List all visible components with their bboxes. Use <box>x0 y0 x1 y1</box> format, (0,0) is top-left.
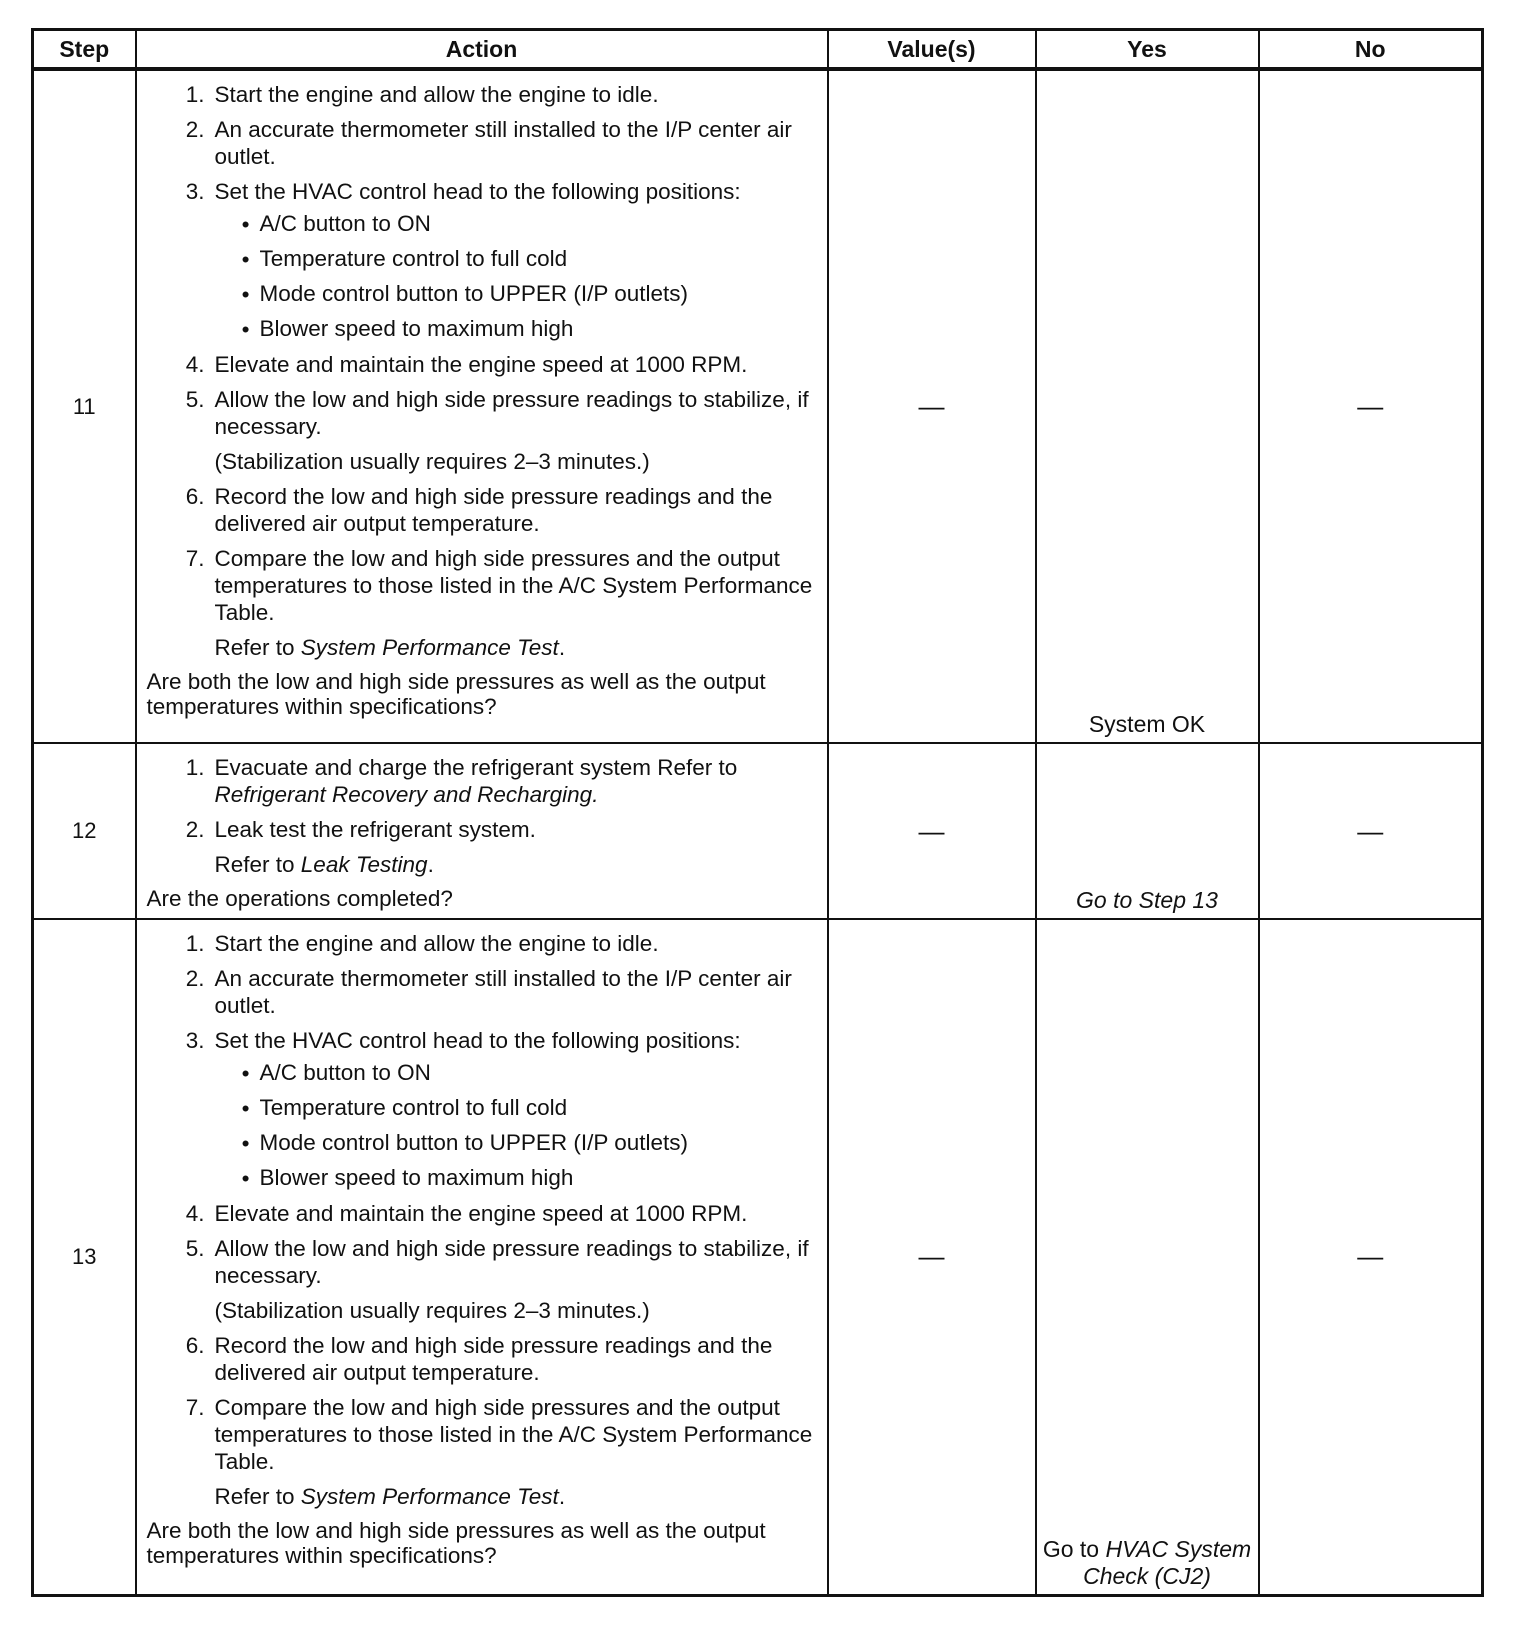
step-item-text: Record the low and high side pressure readings and the delivered air output temperature. <box>214 1333 773 1385</box>
no-cell: — <box>1259 743 1483 919</box>
bullet-text: Blower speed to maximum high <box>259 1165 574 1190</box>
table-row-step-11 <box>33 69 1483 743</box>
yes-prefix: Go to <box>1042 1535 1106 1562</box>
step-item-text: Record the low and high side pressure readings and the delivered air output temperature. <box>214 484 773 536</box>
step-item-number: 2. <box>185 966 205 991</box>
header-no: No <box>1259 30 1483 70</box>
step-item-text: Elevate and maintain the engine speed at 1000 RPM. <box>214 1201 748 1226</box>
bullet-icon: • <box>241 1096 250 1121</box>
step-item-text: Allow the low and high side pressure readings to stabilize, if necessary. <box>214 1236 809 1288</box>
reference-line <box>147 851 819 878</box>
step-question: Are the operations completed? <box>146 886 453 911</box>
yes-cell <box>1036 743 1259 919</box>
diagnostic-table <box>31 28 1484 1597</box>
step-number: 13 <box>33 919 136 1595</box>
table-row-step-13 <box>33 919 1483 1595</box>
step-item-text: Compare the low and high side pressures and the output temperatures to those listed in the A/C System Performance Table. <box>214 1395 813 1474</box>
value-cell: — <box>828 919 1036 1595</box>
no-cell: — <box>1259 919 1483 1595</box>
step-item-text-plain: Evacuate and charge the refrigerant system Refer to <box>214 755 738 780</box>
step-number: 12 <box>33 743 136 919</box>
reference-line <box>147 1483 819 1510</box>
step-item-text: Compare the low and high side pressures and the output temperatures to those listed in the A/C System Performance Table. <box>214 546 813 625</box>
step-number: 11 <box>33 69 136 743</box>
reference-link[interactable]: System Performance Test <box>300 635 559 660</box>
step-item-number: 6. <box>185 1333 205 1358</box>
step-item-text: Set the HVAC control head to the following positions: <box>214 1028 741 1053</box>
no-cell: — <box>1259 69 1483 743</box>
bullet-text: Temperature control to full cold <box>259 246 568 271</box>
step-item-text: Leak test the refrigerant system. <box>214 817 536 842</box>
step-question: Are both the low and high side pressures as well as the output temperatures within specifications? <box>146 1518 766 1568</box>
yes-cell: System OK <box>1036 69 1259 743</box>
step-item-number: 5. <box>185 387 205 412</box>
stabilization-note: (Stabilization usually requires 2–3 minutes.) <box>214 449 650 474</box>
reference-prefix: Refer to <box>214 852 301 877</box>
bullet-icon: • <box>241 1061 250 1086</box>
bullet-icon: • <box>241 247 250 272</box>
step-item-number: 1. <box>185 755 205 780</box>
step-item-number: 7. <box>185 1395 205 1420</box>
table-row-step-12 <box>33 743 1483 919</box>
reference-suffix: . <box>558 1484 566 1509</box>
step-item-text: Allow the low and high side pressure readings to stabilize, if necessary. <box>214 387 809 439</box>
step-item-number: 2. <box>185 817 205 842</box>
bullet-text: A/C button to ON <box>259 1060 431 1085</box>
header-action: Action <box>136 30 828 70</box>
step-item-text: An accurate thermometer still installed to the I/P center air outlet. <box>214 966 792 1018</box>
step-item-text: Elevate and maintain the engine speed at 1000 RPM. <box>214 352 748 377</box>
bullet-icon: • <box>241 1131 250 1156</box>
table-header-row <box>33 30 1483 70</box>
header-values: Value(s) <box>828 30 1036 70</box>
reference-prefix: Refer to <box>214 635 301 660</box>
header-yes: Yes <box>1036 30 1259 70</box>
reference-link[interactable]: System Performance Test <box>300 1484 559 1509</box>
bullet-icon: • <box>241 212 250 237</box>
action-cell <box>136 919 828 1595</box>
yes-cell <box>1036 919 1259 1595</box>
reference-suffix: . <box>558 635 566 660</box>
step-item-number: 1. <box>185 82 205 107</box>
go-to-step-link[interactable]: Go to Step 13 <box>1076 887 1218 913</box>
bullet-text: Mode control button to UPPER (I/P outlets) <box>259 281 689 306</box>
action-cell <box>136 743 828 919</box>
step-item-number: 4. <box>185 1201 205 1226</box>
bullet-text: Blower speed to maximum high <box>259 316 574 341</box>
stabilization-note: (Stabilization usually requires 2–3 minutes.) <box>214 1298 650 1323</box>
header-step: Step <box>33 30 136 70</box>
step-item-number: 3. <box>185 179 205 204</box>
hvac-system-check-link[interactable]: HVAC System Check (CJ2) <box>1083 1535 1252 1589</box>
value-cell: — <box>828 69 1036 743</box>
step-item-number: 2. <box>185 117 205 142</box>
reference-link[interactable]: Leak Testing <box>300 852 428 877</box>
bullet-icon: • <box>241 282 250 307</box>
step-item-number: 5. <box>185 1236 205 1261</box>
step-item-number: 1. <box>185 931 205 956</box>
step-item-text <box>215 754 819 808</box>
step-item-number: 6. <box>185 484 205 509</box>
step-item-number: 4. <box>185 352 205 377</box>
reference-suffix: . <box>427 852 434 877</box>
reference-prefix: Refer to <box>214 1484 301 1509</box>
bullet-text: Mode control button to UPPER (I/P outlets) <box>259 1130 689 1155</box>
step-item-text: Start the engine and allow the engine to idle. <box>214 931 659 956</box>
step-item-number: 3. <box>185 1028 205 1053</box>
action-cell <box>136 69 828 743</box>
value-cell: — <box>828 743 1036 919</box>
bullet-icon: • <box>241 1166 250 1191</box>
step-item-number: 7. <box>185 546 205 571</box>
bullet-text: A/C button to ON <box>259 211 431 236</box>
step-item-text: Start the engine and allow the engine to idle. <box>214 82 659 107</box>
step-item-text: An accurate thermometer still installed to the I/P center air outlet. <box>214 117 792 169</box>
step-item-text: Set the HVAC control head to the following positions: <box>214 179 741 204</box>
reference-link[interactable]: Refrigerant Recovery and Recharging. <box>214 782 599 807</box>
bullet-text: Temperature control to full cold <box>259 1095 568 1120</box>
step-question: Are both the low and high side pressures as well as the output temperatures within specifications? <box>146 669 766 719</box>
reference-line <box>147 634 819 661</box>
bullet-icon: • <box>241 317 250 342</box>
